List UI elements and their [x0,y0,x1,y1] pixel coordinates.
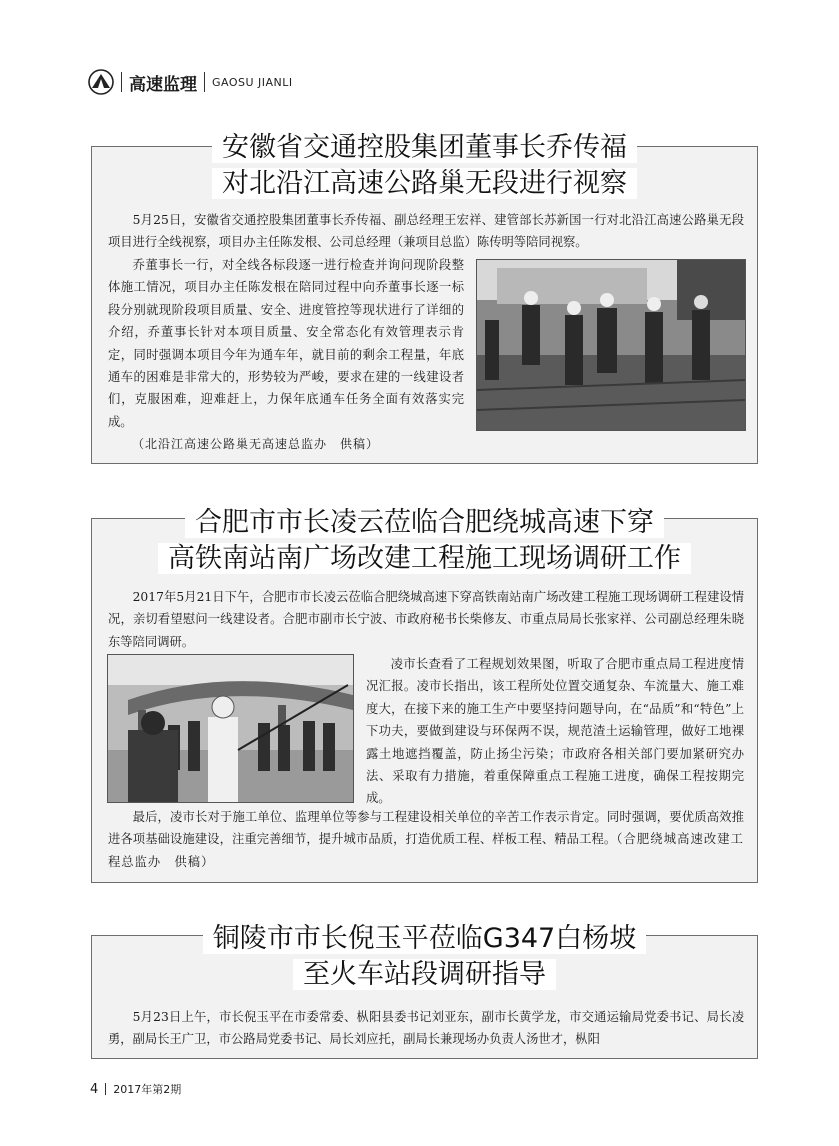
page-number: 4 [90,1081,99,1097]
article-1-photo [476,259,746,431]
header-divider [204,72,205,92]
article-1-credit: （北沿江高速公路巢无高速总监办 供稿） [132,437,380,452]
article-3-lead-text: 5月23日上午，市长倪玉平在市委常委、枞阳县委书记刘亚东，副市长黄学龙，市交通运输局党委书记、局长凌勇，副局长王广卫，市公路局党委书记、局长刘应托，副局长兼现场办负责人汤世才，枞阳 [108,1010,744,1047]
article-1-title-line1: 安徽省交通控股集团董事长乔传福 [212,132,637,163]
article-2-title [91,505,758,577]
article-2-body-text: 凌市长查看了工程规划效果图，听取了合肥市重点局工程进度情况汇报。凌市长指出，该工程所处位置交通复杂、车流量大、施工难度大，在接下来的施工生产中要坚持问题导向，在“品质”和“特色”上下功夫，要做到建设与环保两不误，规范渣土运输管理，做好工地裸露土地遮挡覆盖，防止扬尘污染；市政府各相关部门要加紧研究办法、采取有力措施，着重保障重点工程施工进度，确保工程按期完成。 [366,657,744,806]
article-2-body [366,653,744,810]
issue-label: 2017年第2期 [113,1083,182,1096]
brand-cn: 高速监理 [129,74,197,95]
article-3-title-line1: 铜陵市市长倪玉平莅临G347白杨坡 [203,923,646,954]
article-1-title-line2: 对北沿江高速公路巢无段进行视察 [212,168,637,199]
magazine-logo-icon [88,69,114,95]
footer-divider [105,1083,106,1095]
page-footer [90,1081,181,1097]
article-2-closing-body: 最后，凌市长对于施工单位、监理单位等参与工程建设相关单位的辛苦工作表示肯定。同时强调，要优质高效推进各项基础设施建设，注重完善细节，提升城市品质，打造优质工程、样板工程、精品工程。 [108,810,744,847]
article-1-lead-text: 5月25日，安徽省交通控股集团董事长乔传福、副总经理王宏祥、建管部长苏新国一行对北沿江高速公路巢无段项目进行全线视察，项目办主任陈发根、公司总经理（兼项目总监）陈传明等陪同视察。 [108,213,744,250]
article-2-title-line1: 合肥市市长凌云莅临合肥绕城高速下穿 [185,507,664,538]
magazine-header [88,64,293,100]
article-3-lead [108,1006,744,1051]
article-2-closing [108,806,744,873]
brand-en: GAOSU JIANLI [212,75,293,89]
article-2-title-line2: 高铁南站南广场改建工程施工现场调研工作 [158,543,691,574]
article-1-lead [108,209,744,254]
article-2-credit: （合肥绕城高速改建工程总监办 供稿） [108,832,744,869]
header-divider [121,72,122,92]
article-1-title [91,130,758,202]
article-1-body-text: 乔董事长一行，对全线各标段逐一进行检查并询问现阶段整体施工情况，项目办主任陈发根在陪同过程中向乔董事长逐一标段分别就现阶段项目质量、安全、进度管控等现状进行了详细的介绍，乔董事长针对本项目质量、安全常态化有效管理表示肯定，同时强调本项目今年为通车年，就目前的剩余工程量，年底通车的困难是非常大的，形势较为严峻，要求在建的一线建设者们，克服困难，迎难赶上，力保年底通车任务全面有效落实完成。 [108,258,464,429]
article-2-photo [107,654,354,803]
article-1-body [108,254,464,456]
article-2-lead [108,586,744,653]
article-2-closing-text [108,806,744,873]
article-3-title-line2: 至火车站段调研指导 [293,959,556,990]
article-2-lead-text: 2017年5月21日下午，合肥市市长凌云莅临合肥绕城高速下穿高铁南站南广场改建工程施工现场调研工程建设情况，亲切看望慰问一线建设者。合肥市副市长宁波、市政府秘书长柴修友、市重点局局长张家祥、公司副总经理朱晓东等陪同调研。 [108,590,744,649]
article-3-title [91,921,758,993]
